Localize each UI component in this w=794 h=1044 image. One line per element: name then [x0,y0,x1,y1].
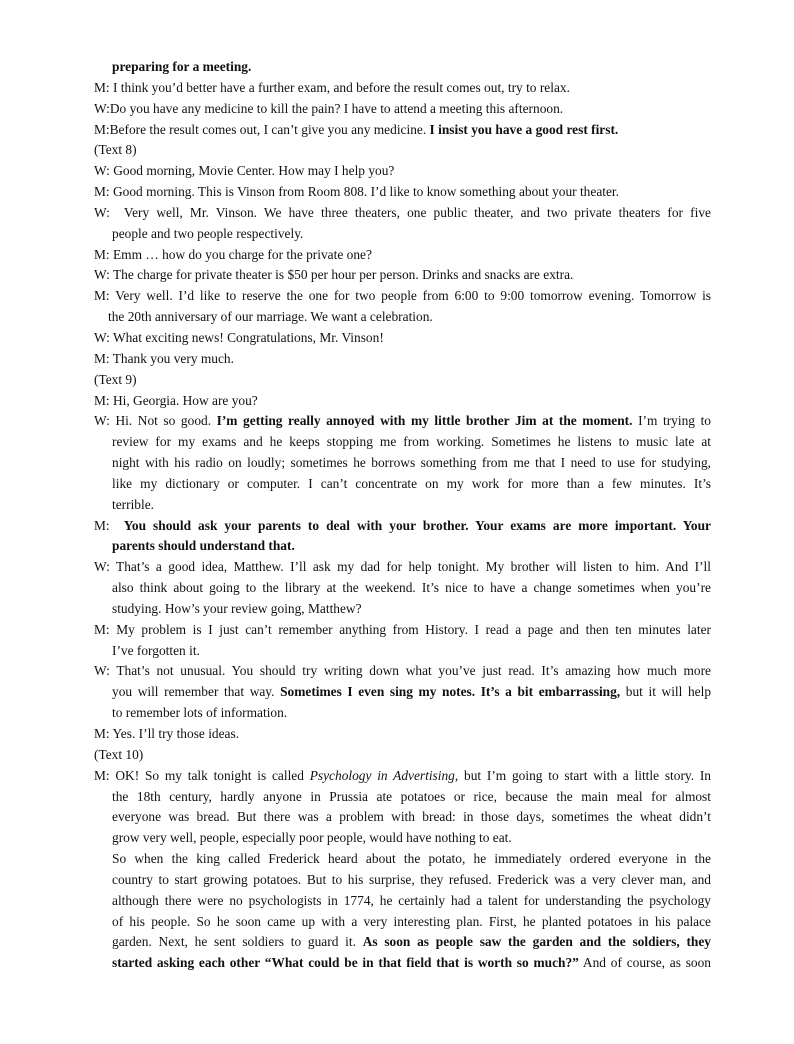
line-text: the 18th century, hardly anyone in Prussia ate potatoes or rice, because the main meal for almost [112,788,711,804]
text-line [0,432,794,453]
line-text: (Text 8) [94,142,137,158]
line-text: but it will help [620,684,712,700]
line-text: like my dictionary or computer. I can’t concentrate on my work for more than a few minutes. It’s [112,475,711,491]
text-line [0,724,794,745]
line-text: grow very well, people, especially poor people, would have nothing to eat. [112,830,512,846]
line-text: also think about going to the library at the weekend. It’s nice to have a change sometimes when you’re [112,580,711,596]
line-text: (Text 9) [94,371,137,387]
bold-text: started asking each other “What could be in that field that is worth so much?” [112,955,579,971]
text-line [0,78,794,99]
line-text: the 20th anniversary of our marriage. We want a celebration. [108,309,433,325]
line-text: country to start growing potatoes. But to his surprise, they refused. Frederick was a very clever man, and [112,871,711,887]
text-line [0,787,794,808]
line-text: M: OK! So my talk tonight is called [94,767,310,783]
text-line [0,578,794,599]
line-text: W: That’s a good idea, Matthew. I’ll ask my dad for help tonight. My brother will listen to him. And I’ll [94,559,711,575]
text-line [0,599,794,620]
text-line [0,391,794,412]
line-text: W: Very well, Mr. Vinson. We have three theaters, one public theater, and two private theaters for five [94,204,711,220]
text-line [0,474,794,495]
text-line [0,932,794,953]
text-line [0,57,794,78]
text-line [0,265,794,286]
bold-text: You should ask your parents to deal with your brother. Your exams are more important. Your [123,517,711,533]
text-line [0,453,794,474]
text-line [0,370,794,391]
text-line [0,703,794,724]
line-text: everyone was bread. But there was a problem with bread: in those days, sometimes the wheat didn’t [112,809,711,825]
line-text: W: That’s not unusual. You should try writing down what you’ve just read. It’s amazing how much more [94,663,711,679]
text-line [0,349,794,370]
line-text: M: Hi, Georgia. How are you? [94,392,258,408]
text-line [0,891,794,912]
line-text: M: I think you’d better have a further exam, and before the result comes out, try to relax. [94,79,570,95]
line-text: I’m trying to [632,413,711,429]
line-text: preparing for a meeting. [112,59,252,74]
line-text: review for my exams and he keeps stopping me from working. Sometimes he listens to music late at [112,434,711,450]
text-line [0,849,794,870]
text-line [0,182,794,203]
text-line [0,328,794,349]
line-text: terrible. [112,496,155,512]
text-line [0,516,794,537]
line-text: (Text 10) [94,746,144,762]
text-line [0,203,794,224]
text-line [0,495,794,516]
line-text: M: Yes. I’ll try those ideas. [94,726,240,741]
line-text: I’ve forgotten it. [112,642,200,658]
text-line [0,620,794,641]
line-text: M: Good morning. This is Vinson from Room 808. I’d like to know something about your theater. [94,184,619,200]
text-line [0,120,794,141]
line-text: W: What exciting news! Congratulations, Mr. Vinson! [94,329,384,345]
line-text: although there were no psychologists in 1774, he certainly had a talent for understanding the psychology [112,892,711,908]
line-text: M: Very well. I’d like to reserve the one for two people from 6:00 to 9:00 tomorrow evening. Tomorrow is [94,288,711,304]
text-line [0,140,794,161]
line-text: M: Thank you very much. [94,350,234,366]
line-text: W: The charge for private theater is $50 per hour per person. Drinks and snacks are extra. [94,267,574,283]
line-text: garden. Next, he sent soldiers to guard it. [112,934,363,950]
line-text: M: Emm … how do you charge for the private one? [94,246,372,262]
line-text: people and two people respectively. [112,225,304,241]
line-text: night with his radio on loudly; sometimes he borrows something from me that I need to use for studying, [112,455,711,471]
text-line [0,682,794,703]
text-line [0,641,794,662]
text-line [0,224,794,245]
line-text: W:Do you have any medicine to kill the pain? I have to attend a meeting this afternoon. [94,100,564,116]
line-text: M: [94,517,124,533]
text-line [0,766,794,787]
text-line [0,557,794,578]
text-line [0,807,794,828]
line-text: studying. How’s your review going, Matthew? [112,600,362,616]
bold-text: Sometimes I even sing my notes. It’s a bit embarrassing, [280,684,621,700]
line-text: W: Good morning, Movie Center. How may I help you? [94,163,395,179]
line-text: W: Hi. Not so good. [94,413,217,429]
line-text: parents should understand that. [112,538,295,554]
text-line [0,161,794,182]
line-text: to remember lots of information. [112,705,288,721]
text-line [0,99,794,120]
bold-text: I’m getting really annoyed with my little brother Jim at the moment. [216,413,633,429]
bold-text: As soon as people saw the garden and the soldiers, they [362,934,711,950]
italic-title: Psychology in Advertising [309,767,455,783]
text-line [0,307,794,328]
line-text: M:Before the result comes out, I can’t give you any medicine. [94,121,430,137]
text-line [0,745,794,766]
line-text: of his people. So he soon came up with a very interesting plan. First, he planted potatoes in his palace [112,913,711,929]
text-line [0,661,794,682]
text-line [0,828,794,849]
text-line [0,912,794,933]
text-line [0,286,794,307]
line-text: M: My problem is I just can’t remember anything from History. I read a page and then ten minutes later [94,621,711,637]
text-line [0,411,794,432]
line-text: So when the king called Frederick heard about the potato, he immediately ordered everyone in the [112,851,711,867]
text-line [0,953,794,974]
line-text: you will remember that way. [112,684,281,700]
text-line [0,870,794,891]
text-line [0,245,794,266]
text-line [0,536,794,557]
line-text: And of course, as soon [578,955,711,971]
bold-text: I insist you have a good rest first. [429,121,619,137]
line-text: , but I’m going to start with a little story. In [454,767,712,783]
